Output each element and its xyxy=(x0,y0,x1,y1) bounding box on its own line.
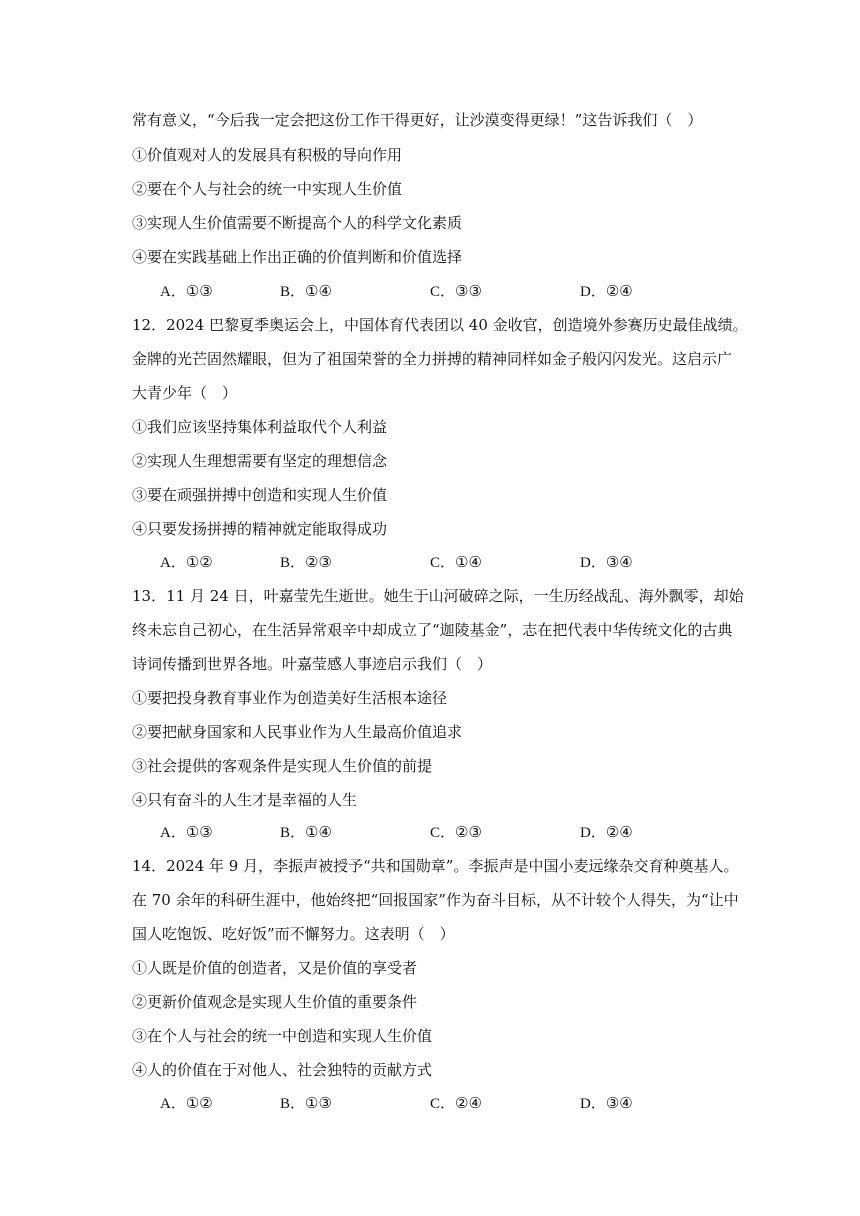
q12-option-a: A．①② xyxy=(160,553,213,571)
q14-options xyxy=(160,1093,720,1113)
q14-statement-1: ①人既是价值的创造者，又是价值的享受者 xyxy=(132,959,418,977)
q11-option-a: A．①③ xyxy=(160,282,213,300)
q14-option-d: D．③④ xyxy=(580,1094,633,1112)
q12-stem-line-1: 12．2024 巴黎夏季奥运会上，中国体育代表团以 40 金收官，创造境外参赛历史最佳战绩。 xyxy=(132,316,748,334)
q12-statement-2: ②实现人生理想需要有坚定的理想信念 xyxy=(132,452,388,470)
q13-statement-3: ③社会提供的客观条件是实现人生价值的前提 xyxy=(132,757,433,775)
q11-statement-1: ①价值观对人的发展具有积极的导向作用 xyxy=(132,146,403,164)
q13-option-d: D．②④ xyxy=(580,823,633,841)
q13-option-a: A．①③ xyxy=(160,823,213,841)
q14-statement-3: ③在个人与社会的统一中创造和实现人生价值 xyxy=(132,1027,433,1045)
q11-option-b: B．①④ xyxy=(280,282,332,300)
q11-statement-2: ②要在个人与社会的统一中实现人生价值 xyxy=(132,180,403,198)
q12-option-b: B．②③ xyxy=(280,553,332,571)
q13-stem-line-3: 诗词传播到世界各地。叶嘉莹感人事迹启示我们（ ） xyxy=(132,655,493,673)
q13-options xyxy=(160,822,720,842)
q11-option-d: D．②④ xyxy=(580,282,633,300)
q13-statement-2: ②要把献身国家和人民事业作为人生最高价值追求 xyxy=(132,723,463,741)
q13-option-c: C．②③ xyxy=(430,823,482,841)
q13-stem-line-1: 13．11 月 24 日，叶嘉莹先生逝世。她生于山河破碎之际，一生历经战乱、海外飘零，却始 xyxy=(132,587,744,605)
q14-stem-line-3: 国人吃饱饭、吃好饭”而不懈努力。这表明（ ） xyxy=(132,925,455,943)
q14-option-b: B．①③ xyxy=(280,1094,332,1112)
q12-stem-line-3: 大青少年（ ） xyxy=(132,384,238,402)
q14-option-c: C．②④ xyxy=(430,1094,482,1112)
q14-statement-4: ④人的价值在于对他人、社会独特的贡献方式 xyxy=(132,1061,433,1079)
q12-stem-line-2: 金牌的光芒固然耀眼，但为了祖国荣誉的全力拼搏的精神同样如金子般闪闪发光。这启示广 xyxy=(132,350,733,368)
q14-stem-line-1: 14．2024 年 9 月，李振声被授予“共和国勋章”。李振声是中国小麦远缘杂交育种奠基人。 xyxy=(132,857,739,875)
q11-options xyxy=(160,281,720,301)
q14-statement-2: ②更新价值观念是实现人生价值的重要条件 xyxy=(132,993,418,1011)
q12-options xyxy=(160,552,720,572)
q12-statement-4: ④只要发扬拼搏的精神就定能取得成功 xyxy=(132,520,388,538)
q12-option-c: C．①④ xyxy=(430,553,482,571)
q11-statement-4: ④要在实践基础上作出正确的价值判断和价值选择 xyxy=(132,248,463,266)
q13-statement-4: ④只有奋斗的人生才是幸福的人生 xyxy=(132,791,358,809)
q13-option-b: B．①④ xyxy=(280,823,332,841)
q12-statement-3: ③要在顽强拼搏中创造和实现人生价值 xyxy=(132,486,388,504)
q14-option-a: A．①② xyxy=(160,1094,213,1112)
q12-option-d: D．③④ xyxy=(580,553,633,571)
q13-stem-line-2: 终未忘自己初心，在生活异常艰辛中却成立了“迦陵基金”，志在把代表中华传统文化的古典 xyxy=(132,621,733,639)
q11-statement-3: ③实现人生价值需要不断提高个人的科学文化素质 xyxy=(132,214,463,232)
q11-option-c: C．③③ xyxy=(430,282,482,300)
q13-statement-1: ①要把投身教育事业作为创造美好生活根本途径 xyxy=(132,689,448,707)
q12-statement-1: ①我们应该坚持集体利益取代个人利益 xyxy=(132,418,388,436)
q11-stem-line-1: 常有意义，“今后我一定会把这份工作干得更好，让沙漠变得更绿！”这告诉我们（ ） xyxy=(132,111,703,129)
q14-stem-line-2: 在 70 余年的科研生涯中，他始终把“回报国家”作为奋斗目标，从不计较个人得失，为“让中 xyxy=(132,891,739,909)
